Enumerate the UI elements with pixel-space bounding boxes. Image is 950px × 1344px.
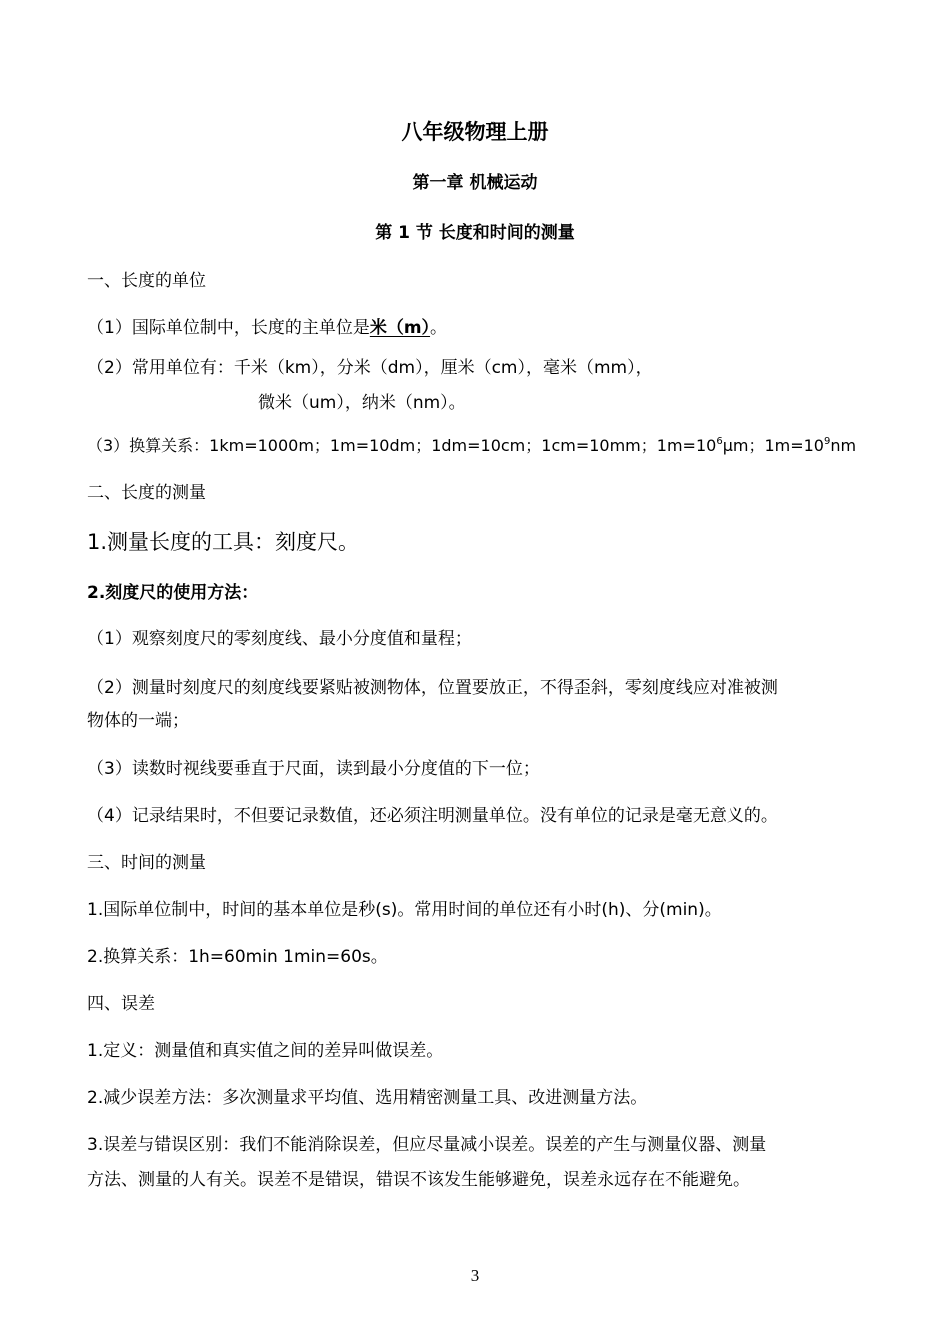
part3-heading: 三、时间的测量 [87, 853, 206, 873]
part2-heading: 二、长度的测量 [87, 483, 206, 503]
exponent-nano: 9 [824, 436, 831, 447]
chapter-title: 第一章 机械运动 [412, 173, 538, 193]
part2-step1: （1）观察刻度尺的零刻度线、最小分度值和量程； [87, 629, 472, 649]
part1-item1 [87, 317, 447, 339]
main-unit-emphasis: 米（m） [369, 318, 431, 338]
part1-item1-suffix: 。 [430, 318, 448, 338]
part4-heading: 四、误差 [87, 994, 155, 1014]
document-title: 八年级物理上册 [401, 120, 549, 144]
part1-item2-line2: 微米（um），纳米（nm）。 [258, 393, 466, 413]
conversion-mid: μm；1m=10 [722, 436, 824, 455]
part1-item1-prefix: （1）国际单位制中，长度的主单位是 [87, 318, 370, 338]
part1-item2-line1: （2）常用单位有：千米（km），分米（dm），厘米（cm），毫米（mm）， [87, 358, 653, 378]
section-title: 第 1 节 长度和时间的测量 [375, 223, 575, 243]
part3-point1: 1.国际单位制中，时间的基本单位是秒(s)。常用时间的单位还有小时(h)、分(min)。 [87, 900, 722, 920]
conversion-prefix: （3）换算关系：1km=1000m；1m=10dm；1dm=10cm；1cm=10mm；1m=10 [87, 436, 717, 455]
part4-point2: 2.减少误差方法：多次测量求平均值、选用精密测量工具、改进测量方法。 [87, 1088, 648, 1108]
part2-point2: 2.刻度尺的使用方法： [87, 583, 259, 603]
page-number: 3 [470, 1266, 480, 1285]
part2-step2-line2: 物体的一端； [87, 711, 189, 731]
exponent-micro: 6 [716, 436, 723, 447]
part2-point1: 1.测量长度的工具：刻度尺。 [87, 530, 360, 554]
part1-item3 [87, 435, 856, 457]
part3-point2: 2.换算关系：1h=60min 1min=60s。 [87, 947, 388, 967]
conversion-suffix: nm [830, 436, 857, 455]
part1-heading: 一、长度的单位 [87, 271, 206, 291]
part2-step3: （3）读数时视线要垂直于尺面，读到最小分度值的下一位； [87, 759, 540, 779]
part4-point3-line1: 3.误差与错误区别：我们不能消除误差，但应尽量减小误差。误差的产生与测量仪器、测量 [87, 1135, 767, 1155]
part2-step2-line1: （2）测量时刻度尺的刻度线要紧贴被测物体，位置要放正，不得歪斜，零刻度线应对准被测 [87, 678, 778, 698]
part4-point3-line2: 方法、测量的人有关。误差不是错误，错误不该发生能够避免，误差永远存在不能避免。 [87, 1170, 750, 1190]
part4-point1: 1.定义：测量值和真实值之间的差异叫做误差。 [87, 1041, 444, 1061]
part2-step4: （4）记录结果时，不但要记录数值，还必须注明测量单位。没有单位的记录是毫无意义的。 [87, 806, 778, 826]
